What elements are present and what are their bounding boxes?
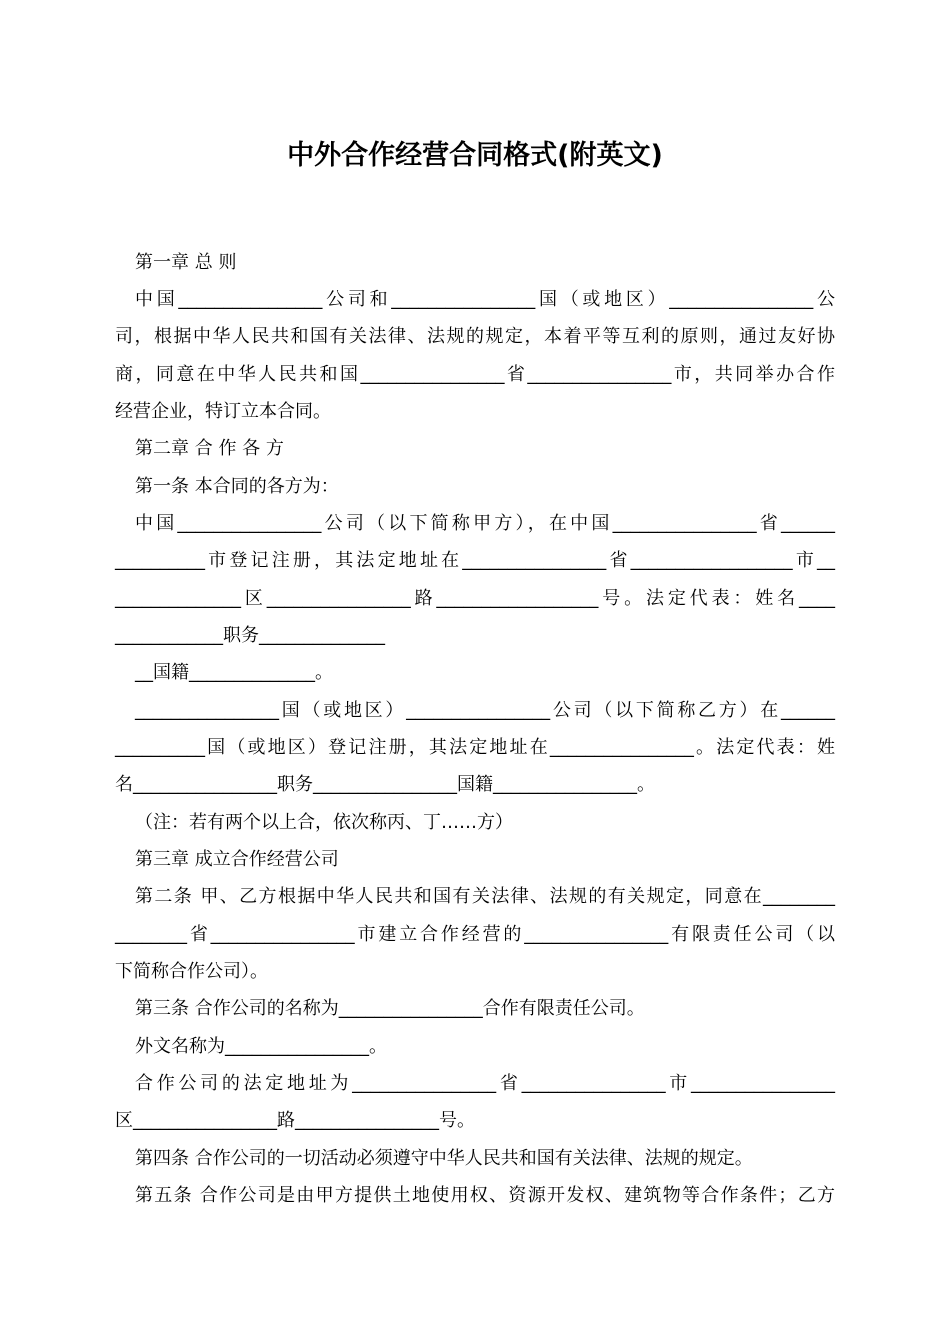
paragraph-line: 下简称合作公司）。 — [115, 961, 268, 982]
chapter-2-heading: 第二章 合 作 各 方 — [135, 438, 284, 459]
paragraph-line: ________省________________市建立合作经营的________________有限责任公司（以 — [115, 924, 835, 945]
paragraph-line: __________市登记注册，其法定地址在________________省__________________市__ — [115, 550, 835, 571]
note-line: （注：若有两个以上合，依次称丙、丁……方） — [135, 812, 513, 833]
paragraph-line: 外文名称为________________。 — [135, 1036, 387, 1057]
article-5-line: 第五条 合作公司是由甲方提供土地使用权、资源开发权、建筑物等合作条件；乙方 — [135, 1185, 835, 1206]
paragraph-line: ______________区________________路__________________号。法定代表：姓名____ — [115, 588, 835, 609]
article-2-line: 第二条 甲、乙方根据中华人民共和国有关法律、法规的有关规定，同意在________ — [135, 886, 835, 907]
article-4-line: 第四条 合作公司的一切活动必须遵守中华人民共和国有关法律、法规的规定。 — [135, 1148, 753, 1169]
paragraph-line: 合作公司的法定地址为________________省________________市________________ — [135, 1073, 835, 1094]
paragraph-line: 名________________职务________________国籍________________。 — [115, 774, 655, 795]
paragraph-line: 中国________________公司和________________国（或地区）________________公 — [135, 289, 835, 310]
document-title: 中外合作经营合同格式(附英文) — [287, 140, 663, 171]
chapter-3-heading: 第三章 成立合作经营公司 — [135, 849, 339, 870]
paragraph-line: 经营企业，特订立本合同。 — [115, 401, 331, 422]
article-3-line: 第三条 合作公司的名称为________________合作有限责任公司。 — [135, 998, 645, 1019]
paragraph-line: ________________国（或地区）________________公司（以下简称乙方）在______ — [135, 700, 835, 721]
paragraph-line: 司，根据中华人民共和国有关法律、法规的规定，本着平等互利的原则，通过友好协 — [115, 326, 835, 347]
paragraph-line: 区________________路________________号。 — [115, 1110, 475, 1131]
article-1-heading: 第一条 本合同的各方为： — [135, 476, 339, 497]
paragraph-line: 商，同意在中华人民共和国________________省________________市，共同举办合作 — [115, 364, 835, 385]
paragraph-line: 中国________________公司（以下简称甲方），在中国________________省______ — [135, 513, 835, 534]
paragraph-line: __国籍______________。 — [135, 662, 333, 683]
paragraph-line: ____________职务______________ — [115, 625, 385, 646]
chapter-1-heading: 第一章 总 则 — [135, 252, 237, 273]
paragraph-line: __________国（或地区）登记注册，其法定地址在________________。法定代表：姓 — [115, 737, 835, 758]
